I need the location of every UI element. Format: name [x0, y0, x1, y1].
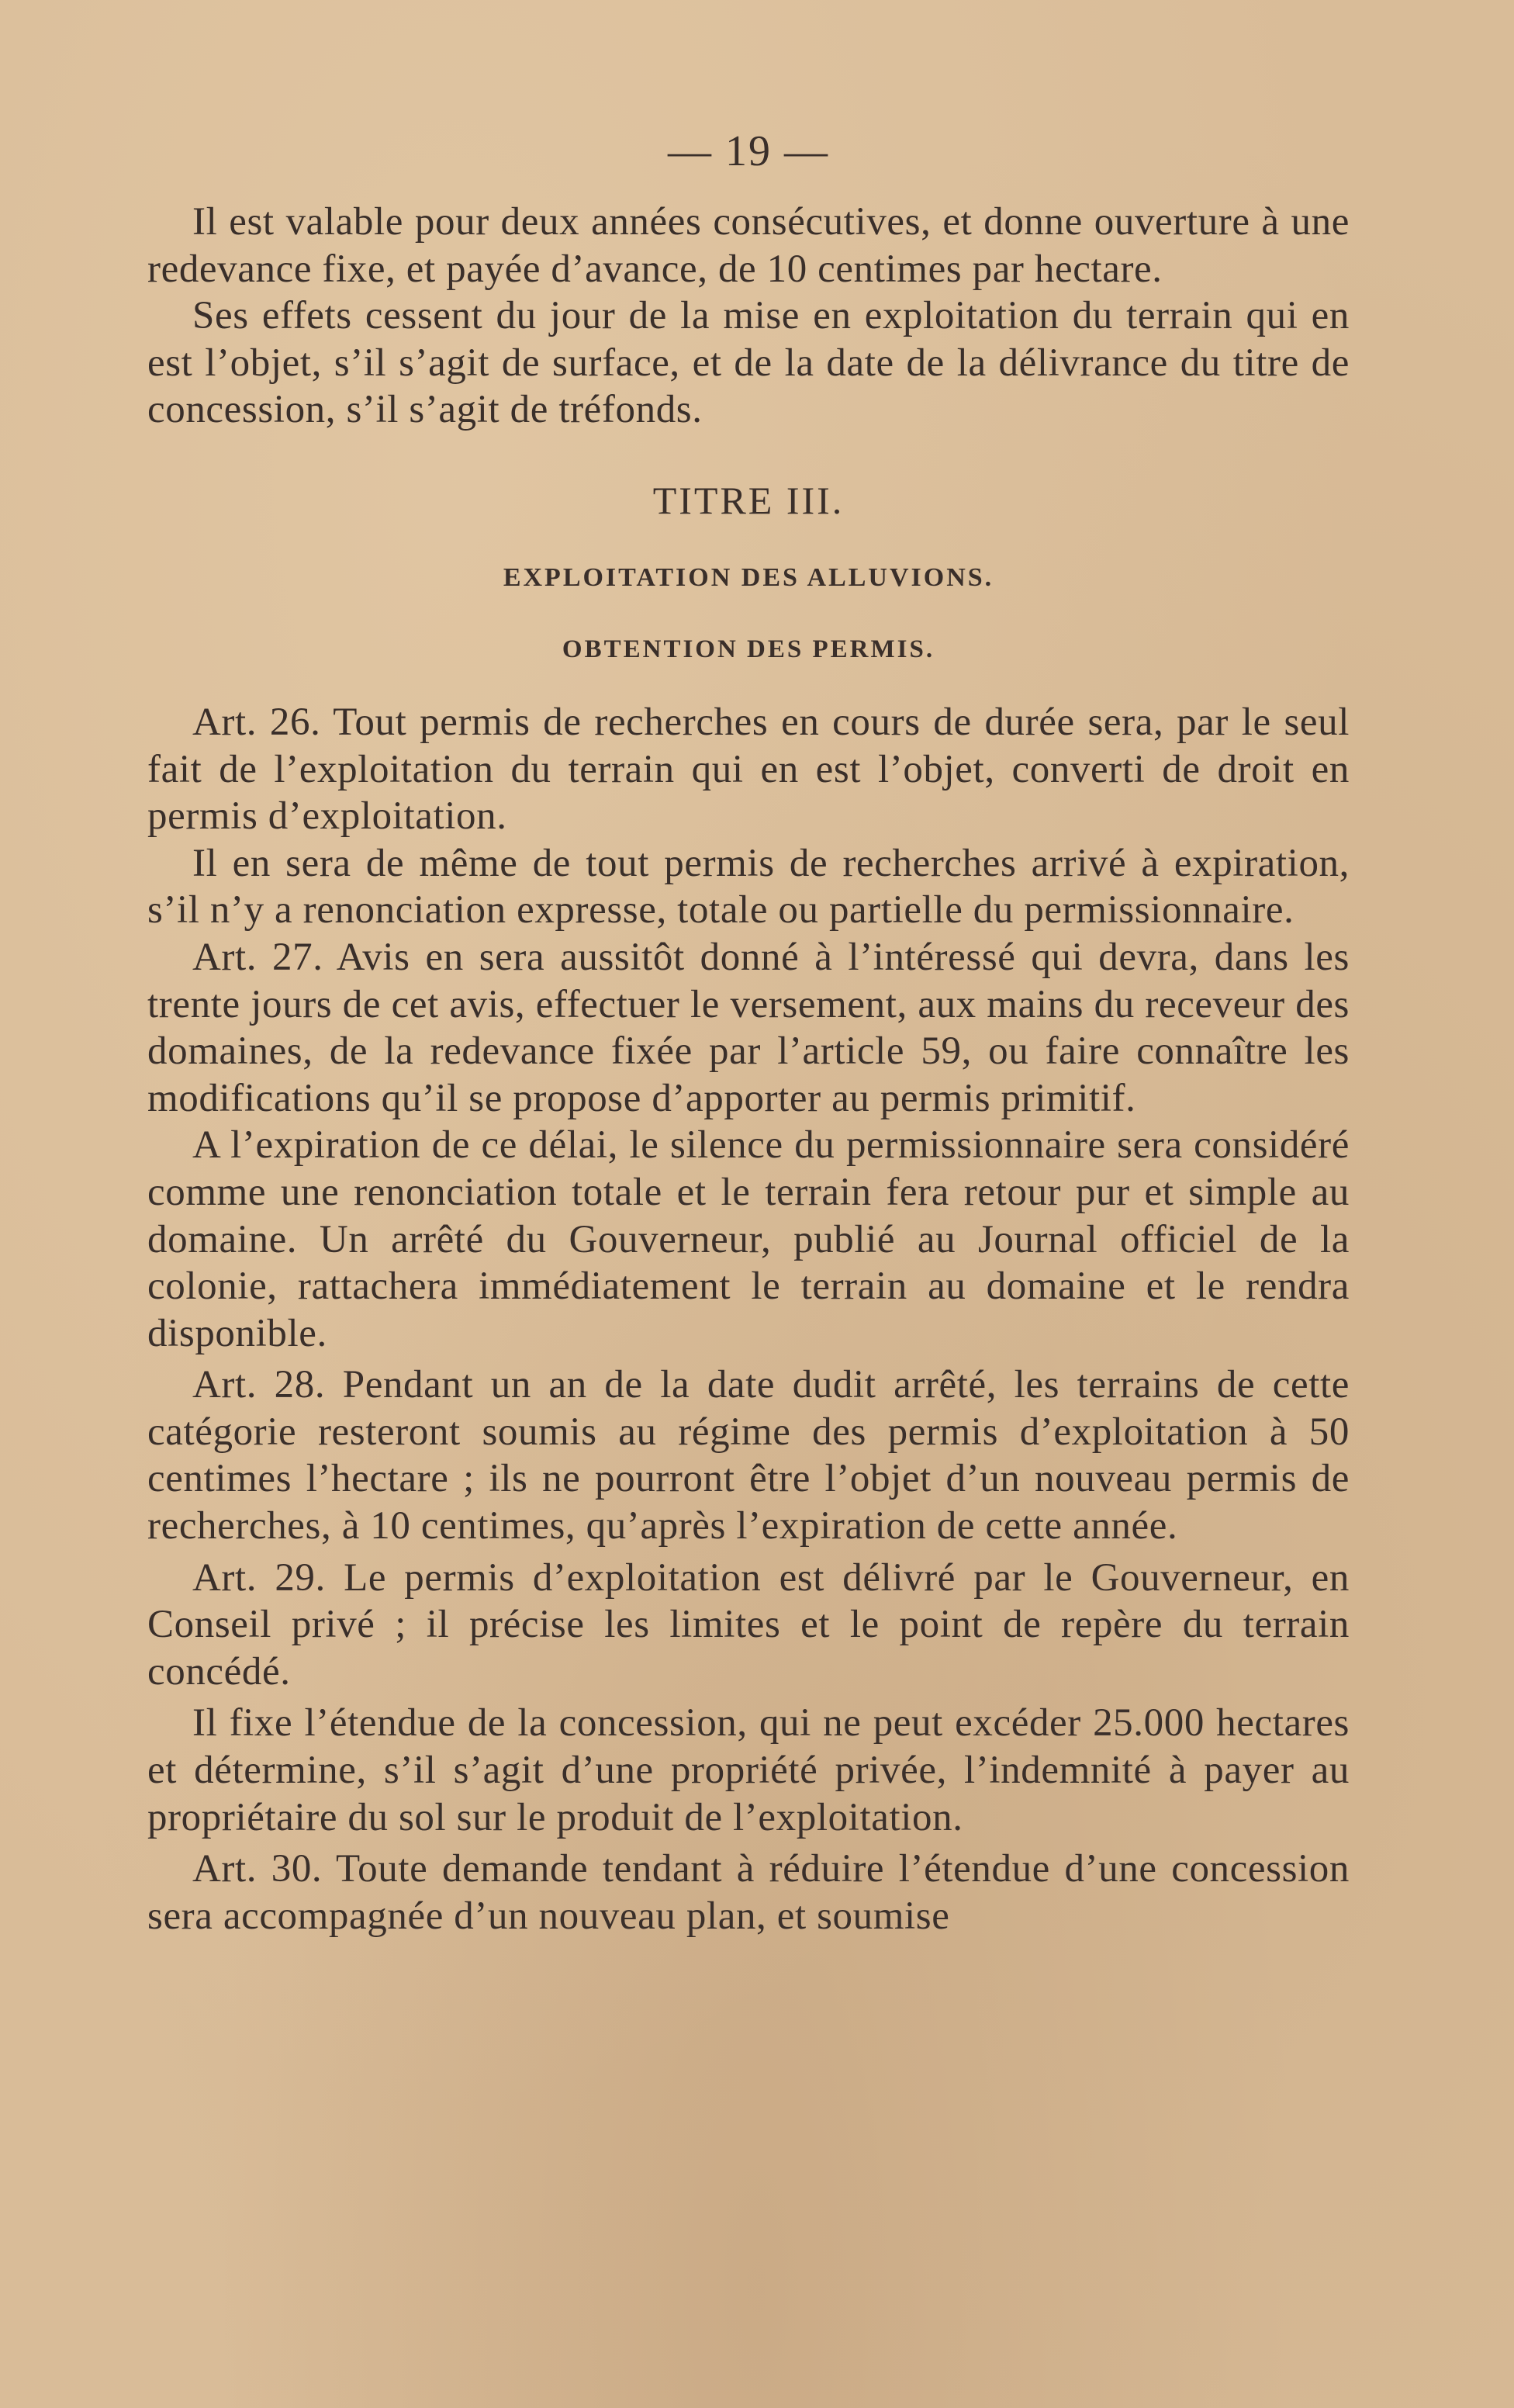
section-subtitle: EXPLOITATION DES ALLUVIONS. — [503, 562, 994, 592]
paragraph-effects: Ses effets cessent du jour de la mise en exploitation du terrain qui en est l’objet, s’il s’agit de surface, et de la date de la délivrance du titre de concession, s’il s’agit de tréfonds. — [147, 294, 1350, 432]
article-30: Art. 30. Toute demande tendant à réduire l’étendue d’une concession sera accompagnée d’un nouveau plan, et soumise — [147, 1847, 1350, 1938]
article-27: Art. 27. Avis en sera aussitôt donné à l’intéressé qui devra, dans les trente jours de cet avis, effectuer le versement, aux mains du receveur des domaines, de la redevance fixée par l’article 59, ou faire connaître les modifications qu’il se propose d’apporter au permis primitif. — [147, 935, 1350, 1120]
article-26: Art. 26. Tout permis de recherches en cours de durée sera, par le seul fait de l’exploitation du terrain qui en est l’objet, converti de droit en permis d’exploitation. — [147, 700, 1350, 839]
document-page — [147, 124, 1350, 1939]
article-27-continued: A l’expiration de ce délai, le silence du permissionnaire sera considéré comme une renonciation totale et le terrain fera retour pur et simple au domaine. Un arrêté du Gouverneur, publié au Journal officiel de la colonie, rattachera immédiatement le terrain au domaine et le rendra disponible. — [147, 1123, 1350, 1355]
article-28: Art. 28. Pendant un an de la date dudit arrêté, les terrains de cette catégorie resteront soumis au régime des permis d’exploitation à 50 centimes l’hectare ; ils ne pourront être l’objet d’un nouveau permis de recherches, à 10 centimes, qu’après l’expiration de cette année. — [147, 1363, 1350, 1548]
article-26-continued: Il en sera de même de tout permis de recherches arrivé à expiration, s’il n’y a renonciation expresse, totale ou partielle du permissionnaire. — [147, 841, 1350, 932]
article-29-continued: Il fixe l’étendue de la concession, qui ne peut excéder 25.000 hectares et détermine, s’il s’agit d’une propriété privée, l’indemnité à payer au propriétaire du sol sur le produit de l’exploitation. — [147, 1701, 1350, 1839]
section-subheading: OBTENTION DES PERMIS. — [562, 635, 935, 663]
page-number: — 19 — — [668, 127, 829, 175]
paragraph-validity: Il est valable pour deux années consécutives, et donne ouverture à une redevance fixe, et payée d’avance, de 10 centimes par hectare. — [147, 200, 1350, 291]
section-title: TITRE III. — [652, 478, 845, 522]
article-29: Art. 29. Le permis d’exploitation est délivré par le Gouverneur, en Conseil privé ; il précise les limites et le point de repère du terrain concédé. — [147, 1555, 1350, 1694]
